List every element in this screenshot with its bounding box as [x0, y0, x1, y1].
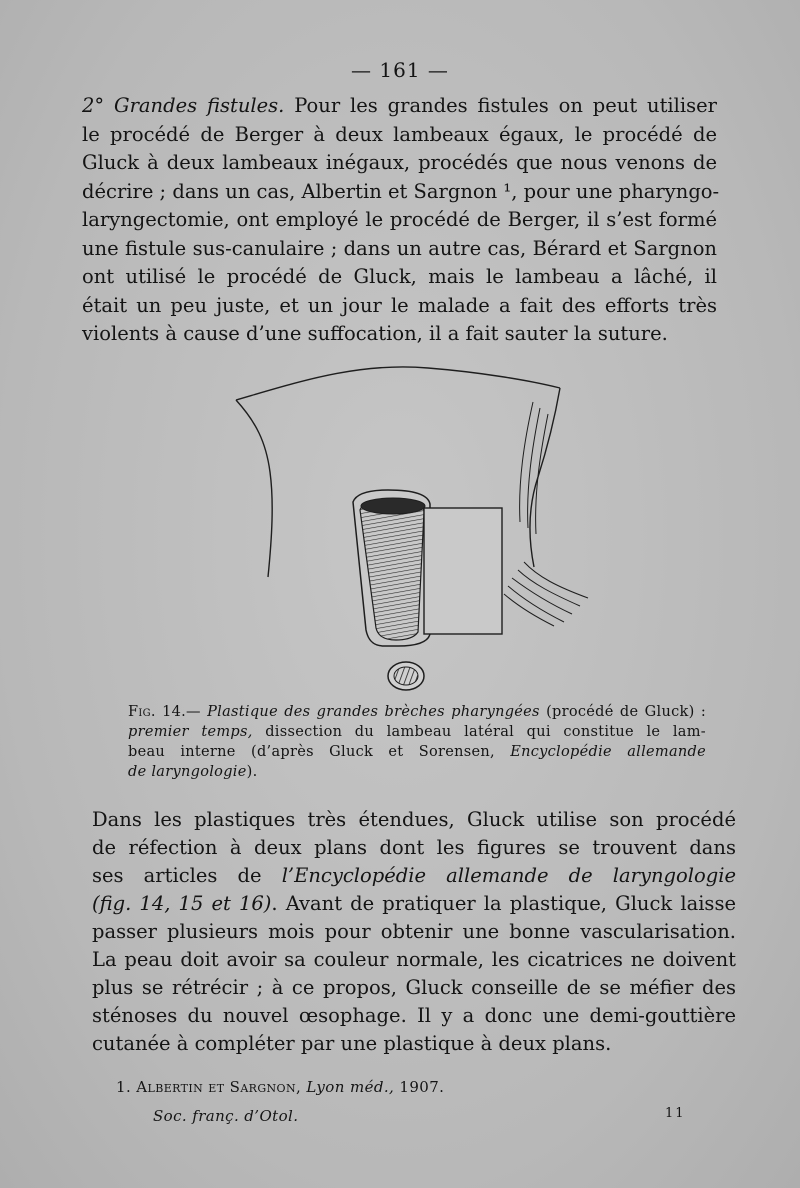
paragraph-line: Gluck à deux lambeaux inégaux, procédés que nous venons de — [82, 151, 717, 174]
paragraph-line: plus se rétrécir ; à ce propos, Gluck conseille de se méfier des — [92, 976, 736, 999]
figure-title: Plastique des grandes brèches pharyngées — [200, 704, 540, 720]
footnote-journal: Lyon méd., — [301, 1078, 395, 1096]
footnote — [116, 1078, 444, 1096]
paragraph-line: cutanée à compléter par une plastique à deux plans. — [92, 1032, 612, 1055]
paragraph-line-text: . Avant de pratiquer la plastique, Gluck laisse — [271, 892, 736, 915]
sheet-number: 11 — [665, 1106, 686, 1121]
caption-line — [128, 762, 706, 782]
caption-italic: Encyclopédie allemande — [510, 744, 706, 760]
section-heading: 2° Grandes fistules. — [82, 94, 285, 117]
caption-line — [128, 742, 706, 762]
footnote-authors: Albertin et Sargnon, — [131, 1078, 302, 1096]
paragraph-line — [82, 92, 717, 121]
paragraph-plastiques-etendues — [92, 806, 736, 1058]
caption-text: ). — [246, 764, 258, 780]
paragraph-line — [92, 890, 736, 918]
paragraph-line: laryngectomie, ont employé le procédé de Berger, il s’est formé — [82, 208, 717, 231]
lateral-flap — [424, 508, 502, 634]
paragraph-line-text: ses articles de — [92, 864, 282, 887]
neck-strokes — [504, 402, 588, 626]
paragraph-line-text: Pour les grandes fistules on peut utiliser — [284, 94, 717, 117]
footnote-year: 1907. — [394, 1078, 445, 1096]
caption-text: (procédé de Gluck) : — [539, 704, 707, 720]
caption-italic: premier temps, — [128, 724, 253, 740]
paragraph-line: de réfection à deux plans dont les figures se trouvent dans — [92, 836, 736, 859]
figure-caption — [128, 702, 706, 782]
printer-signature: Soc. franç. d’Otol. — [153, 1107, 299, 1125]
pharyngeal-opening — [353, 490, 430, 646]
caption-text: beau interne (d’après Gluck et Sorensen, — [128, 744, 511, 760]
paragraph-line — [92, 862, 736, 890]
paragraph-line: le procédé de Berger à deux lambeaux égaux, le procédé de — [82, 122, 717, 146]
paragraph-line: décrire ; dans un cas, Albertin et Sargnon ¹, pour une pharyngo- — [82, 179, 720, 203]
page-number: — 161 — — [351, 58, 449, 82]
paragraph-italic: l’Encyclopédie allemande de laryngologie — [281, 864, 736, 887]
paragraph-italic: (fig. 14, 15 et 16) — [92, 892, 272, 915]
figure-label: Fig. 14.— — [128, 704, 201, 720]
paragraph-grandes-fistules — [82, 92, 720, 349]
paragraph-line: sténoses du nouvel œsophage. Il y a donc une demi-gouttière — [92, 1004, 736, 1027]
paragraph-line: violents à cause d’une suffocation, il a fait sauter la suture. — [82, 322, 668, 345]
figure-illustration — [228, 362, 598, 702]
paragraph-line: une fistule sus-canulaire ; dans un autre cas, Bérard et Sargnon — [82, 236, 717, 260]
footnote-number: 1. — [116, 1078, 132, 1096]
caption-text: dissection du lambeau latéral qui constitue le lam- — [252, 724, 706, 740]
paragraph-line: La peau doit avoir sa couleur normale, les cicatrices ne doivent — [92, 948, 736, 971]
paragraph-line: ont utilisé le procédé de Gluck, mais le lambeau a lâché, il — [82, 265, 717, 288]
paragraph-line: était un peu juste, et un jour le malade a fait des efforts très — [82, 293, 717, 317]
paragraph-line: passer plusieurs mois pour obtenir une bonne vascularisation. — [92, 920, 736, 943]
caption-italic: de laryngologie — [128, 764, 247, 780]
tracheostomy — [388, 662, 424, 690]
caption-line — [128, 702, 706, 722]
paragraph-line: Dans les plastiques très étendues, Gluck utilise son procédé — [92, 808, 736, 831]
caption-line — [128, 722, 706, 742]
